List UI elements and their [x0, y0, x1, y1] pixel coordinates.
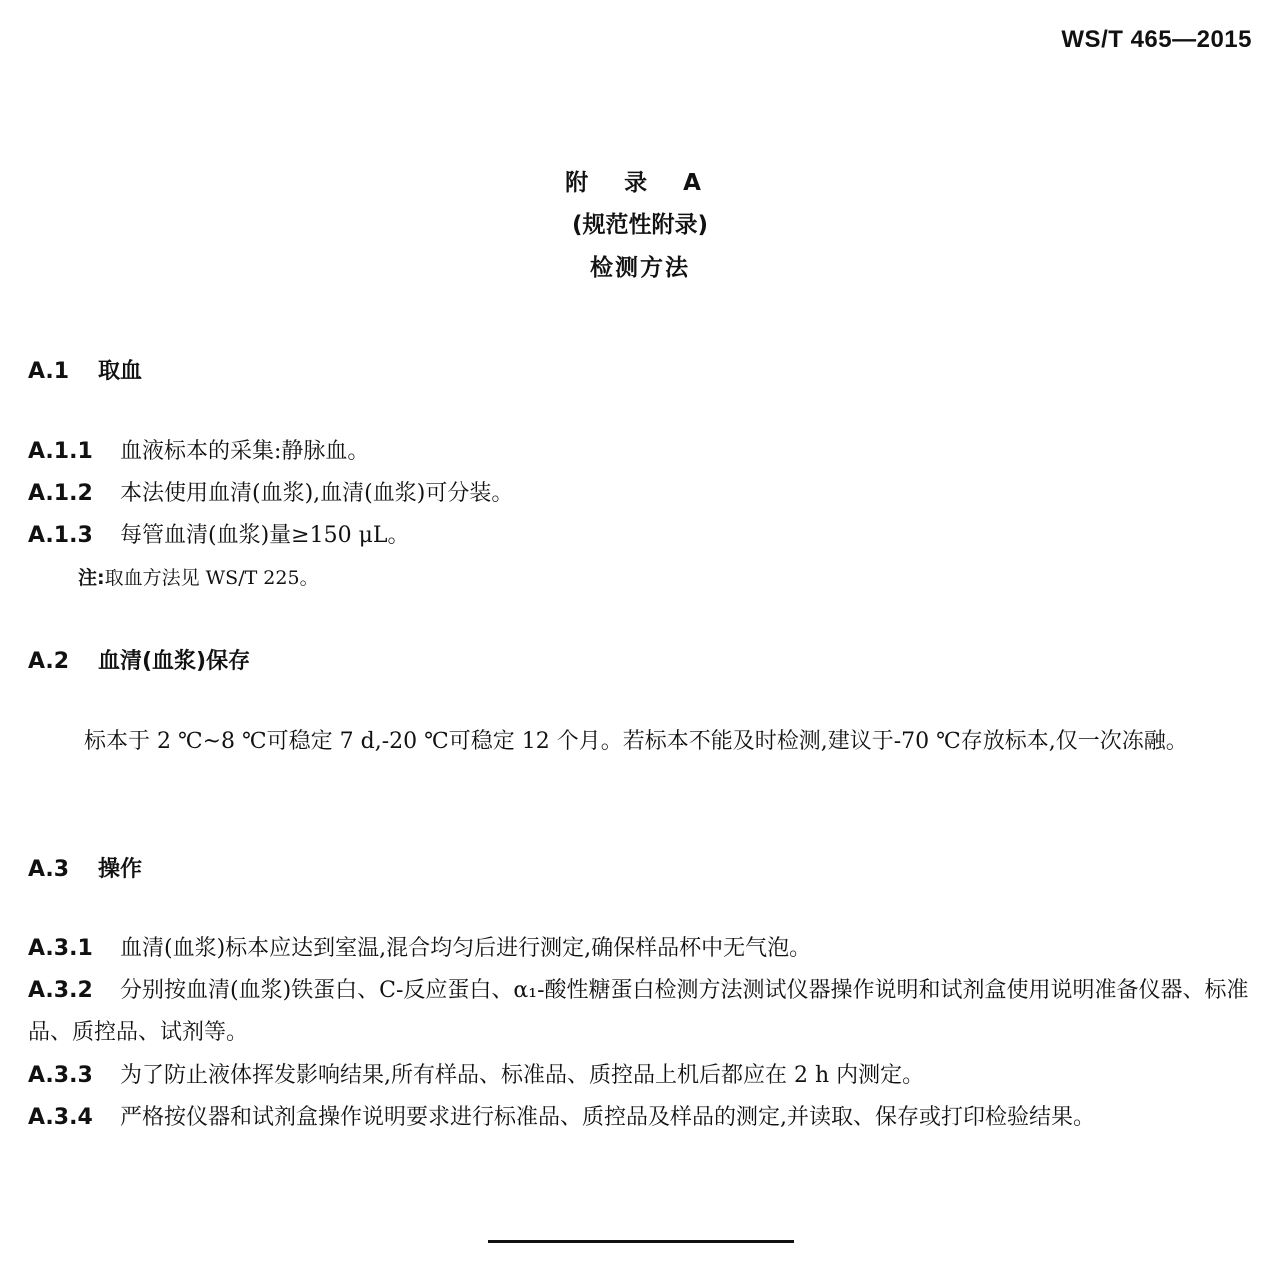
clause-number: A.3.2	[28, 978, 93, 1003]
clause-number: A.3.4	[28, 1105, 93, 1130]
section-heading-a3	[28, 852, 142, 883]
standard-code: WS/T 465—2015	[1061, 26, 1252, 53]
note	[78, 563, 319, 590]
clause-text: 分别按血清(血浆)铁蛋白、C-反应蛋白、α₁-酸性糖蛋白检测方法测试仪器操作说明和试剂盒使用说明准备仪器、标准品、质控品、试剂等。	[28, 978, 1249, 1045]
section-title: 血清(血浆)保存	[98, 649, 251, 674]
note-label: 注:	[78, 567, 105, 589]
clause-text: 血清(血浆)标本应达到室温,混合均匀后进行测定,确保样品杯中无气泡。	[120, 936, 812, 961]
section-heading-a2	[28, 644, 250, 675]
section-number: A.3	[28, 857, 70, 882]
clause-text: 严格按仪器和试剂盒操作说明要求进行标准品、质控品及样品的测定,并读取、保存或打印检验结果。	[120, 1105, 1095, 1130]
section-number: A.1	[28, 359, 70, 384]
clause-a1-3	[28, 515, 1254, 557]
section-number: A.2	[28, 649, 70, 674]
clause-a3-2	[28, 970, 1254, 1054]
appendix-title: 附 录 A	[565, 170, 715, 196]
clause-number: A.3.1	[28, 936, 93, 961]
section-heading-a1	[28, 354, 142, 385]
clause-a3-1	[28, 928, 1254, 970]
section-title: 操作	[98, 857, 143, 882]
clause-a1-1	[28, 431, 1254, 473]
clause-number: A.3.3	[28, 1063, 93, 1088]
appendix-subtitle: (规范性附录)	[571, 212, 709, 238]
clause-text: 血液标本的采集:静脉血。	[120, 439, 370, 464]
clause-a1-2	[28, 473, 1254, 515]
clause-text: 每管血清(血浆)量≥150 μL。	[120, 523, 410, 548]
section-title: 取血	[98, 359, 143, 384]
end-rule	[488, 1240, 794, 1243]
clause-number: A.1.1	[28, 439, 93, 464]
appendix-name: 检测方法	[590, 255, 690, 281]
clause-number: A.1.3	[28, 523, 93, 548]
storage-paragraph: 标本于 2 ℃~8 ℃可稳定 7 d,-20 ℃可稳定 12 个月。若标本不能及时检测,建议于-70 ℃存放标本,仅一次冻融。	[84, 729, 1188, 754]
clause-text: 本法使用血清(血浆),血清(血浆)可分装。	[120, 481, 514, 506]
clause-number: A.1.2	[28, 481, 93, 506]
clause-text: 为了防止液体挥发影响结果,所有样品、标准品、质控品上机后都应在 2 h 内测定。	[120, 1063, 925, 1088]
note-text: 取血方法见 WS/T 225。	[104, 567, 319, 589]
clause-a3-4	[28, 1097, 1254, 1139]
clause-a3-3	[28, 1055, 1254, 1097]
